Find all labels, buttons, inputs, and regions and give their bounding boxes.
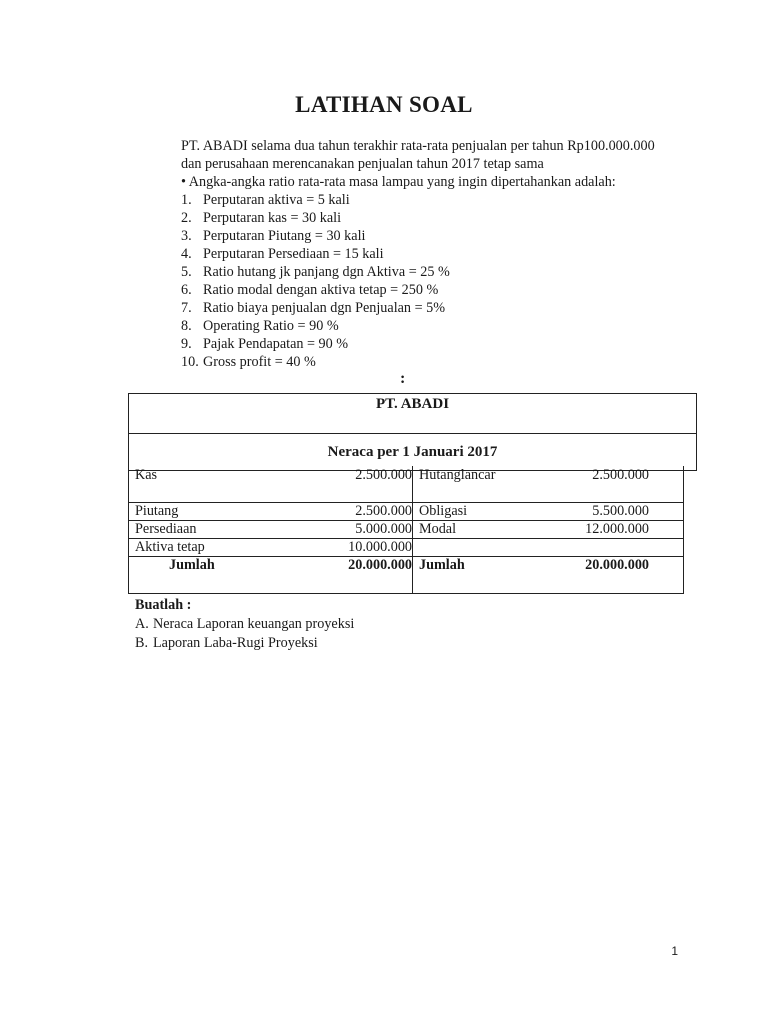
list-item xyxy=(181,353,701,371)
list-item xyxy=(135,615,354,634)
table-row xyxy=(129,539,684,557)
list-number: 8. xyxy=(181,318,192,334)
tasks-section xyxy=(135,596,354,653)
list-text: Operating Ratio = 90 % xyxy=(203,318,339,334)
total-assets-amount: 20.000.000 xyxy=(249,557,413,594)
table-row xyxy=(129,466,684,503)
list-item xyxy=(181,245,701,263)
list-text: Perputaran Piutang = 30 kali xyxy=(203,228,366,244)
table-header-company xyxy=(129,394,697,434)
asset-amount: 10.000.000 xyxy=(249,539,413,557)
intro-line-2: dan perusahaan merencanakan penjualan tahun 2017 tetap sama xyxy=(181,156,544,172)
list-number: 9. xyxy=(181,336,192,352)
liability-amount: 2.500.000 xyxy=(533,466,684,503)
colon-mark: : xyxy=(400,370,406,387)
list-item xyxy=(181,299,701,317)
asset-amount: 2.500.000 xyxy=(249,503,413,521)
list-text: Ratio modal dengan aktiva tetap = 250 % xyxy=(203,282,439,298)
liability-label xyxy=(413,539,533,557)
intro-line-1: PT. ABADI selama dua tahun terakhir rata-rata penjualan per tahun Rp100.000.000 xyxy=(181,138,655,154)
list-item xyxy=(181,317,701,335)
list-text: Perputaran Persediaan = 15 kali xyxy=(203,246,384,262)
table-header-subtitle xyxy=(129,434,697,471)
task-text: Neraca Laporan keuangan proyeksi xyxy=(153,616,355,632)
problem-statement xyxy=(181,137,701,371)
list-item xyxy=(135,634,354,653)
list-item xyxy=(181,335,701,353)
liability-label: Hutanglancar xyxy=(413,466,533,503)
balance-sheet-table xyxy=(128,393,697,471)
total-liabilities-amount: 20.000.000 xyxy=(533,557,684,594)
balance-sheet-subtitle: Neraca per 1 Januari 2017 xyxy=(129,434,697,471)
total-assets-label: Jumlah xyxy=(129,557,249,594)
list-number: 6. xyxy=(181,282,192,298)
intro-line-3: • Angka-angka ratio rata-rata masa lampau yang ingin dipertahankan adalah: xyxy=(181,174,616,190)
tasks-heading: Buatlah : xyxy=(135,597,192,613)
total-liabilities-label: Jumlah xyxy=(413,557,533,594)
asset-label: Persediaan xyxy=(129,521,249,539)
list-item xyxy=(181,209,701,227)
asset-amount: 5.000.000 xyxy=(249,521,413,539)
balance-sheet-body xyxy=(128,466,684,594)
list-item xyxy=(181,263,701,281)
asset-label: Piutang xyxy=(129,503,249,521)
page-number: 1 xyxy=(671,944,678,958)
list-item xyxy=(181,227,701,245)
list-item xyxy=(181,281,701,299)
list-number: 1. xyxy=(181,192,192,208)
list-text: Ratio biaya penjualan dgn Penjualan = 5% xyxy=(203,300,446,316)
liability-label: Obligasi xyxy=(413,503,533,521)
list-number: 5. xyxy=(181,264,192,280)
table-row xyxy=(129,503,684,521)
list-number: 3. xyxy=(181,228,192,244)
page-title: LATIHAN SOAL xyxy=(295,92,473,117)
list-number: 2. xyxy=(181,210,192,226)
list-number: 10. xyxy=(181,354,199,370)
list-text: Perputaran kas = 30 kali xyxy=(203,210,342,226)
table-row-total xyxy=(129,557,684,594)
task-text: Laporan Laba-Rugi Proyeksi xyxy=(153,635,318,651)
liability-amount: 5.500.000 xyxy=(533,503,684,521)
list-number: 7. xyxy=(181,300,192,316)
liability-amount xyxy=(533,539,684,557)
list-text: Perputaran aktiva = 5 kali xyxy=(203,192,350,208)
task-label: B. xyxy=(135,635,149,651)
company-name: PT. ABADI xyxy=(129,394,697,434)
task-label: A. xyxy=(135,616,149,632)
liability-amount: 12.000.000 xyxy=(533,521,684,539)
ratio-list xyxy=(181,191,701,371)
asset-amount: 2.500.000 xyxy=(249,466,413,503)
list-text: Pajak Pendapatan = 90 % xyxy=(203,336,349,352)
list-text: Gross profit = 40 % xyxy=(203,354,316,370)
liability-label: Modal xyxy=(413,521,533,539)
asset-label: Aktiva tetap xyxy=(129,539,249,557)
table-row xyxy=(129,521,684,539)
list-text: Ratio hutang jk panjang dgn Aktiva = 25 % xyxy=(203,264,450,280)
asset-label: Kas xyxy=(129,466,249,503)
list-item xyxy=(181,191,701,209)
list-number: 4. xyxy=(181,246,192,262)
